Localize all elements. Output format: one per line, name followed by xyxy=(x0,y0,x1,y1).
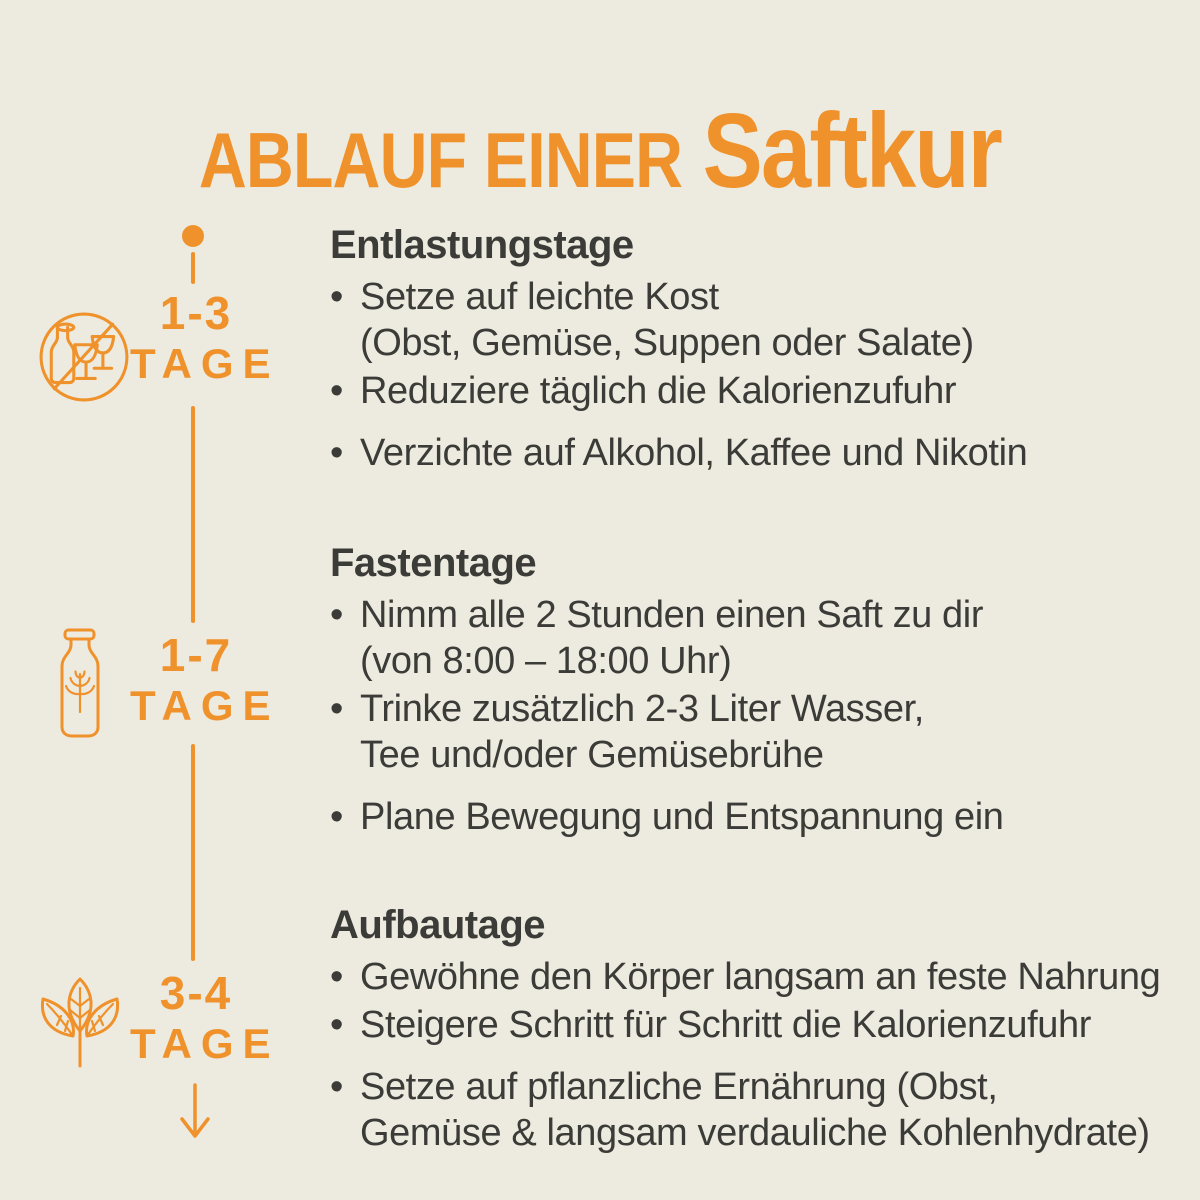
stage-duration: 1-7 xyxy=(159,629,233,681)
bullet-line: (von 8:00 – 18:00 Uhr) xyxy=(360,640,732,682)
section-aufbautage xyxy=(330,902,1170,1156)
bullet-line: Steigere Schritt für Schritt die Kalorienzufuhr xyxy=(360,1004,1091,1046)
bullet-item xyxy=(330,1064,1170,1156)
bullet-line: Trinke zusätzlich 2-3 Liter Wasser, xyxy=(360,688,924,730)
bullet-marker: • xyxy=(330,956,344,998)
section-heading: Aufbautage xyxy=(330,903,545,947)
section-heading: Fastentage xyxy=(330,541,537,585)
bullet-item xyxy=(330,274,1170,366)
bullet-item xyxy=(330,954,1170,1000)
bullet-marker: • xyxy=(330,688,344,730)
stage-duration: 3-4 xyxy=(159,967,233,1019)
bullet-line: Gewöhne den Körper langsam an feste Nahrung xyxy=(360,956,1161,998)
timeline-line-segment xyxy=(191,406,195,623)
bullet-item xyxy=(330,368,1170,414)
bullet-line: Setze auf leichte Kost xyxy=(360,276,719,318)
stage-unit: TAGE xyxy=(130,1020,280,1067)
stage-label-1 xyxy=(121,287,280,390)
stage-unit: TAGE xyxy=(130,340,280,387)
bullet-marker: • xyxy=(330,432,344,474)
bullet-marker: • xyxy=(330,1004,344,1046)
bullet-line: Nimm alle 2 Stunden einen Saft zu dir xyxy=(360,594,984,636)
stage-label-3 xyxy=(121,967,280,1070)
title-highlight: Saftkur xyxy=(702,92,1002,211)
bullet-marker: • xyxy=(330,276,344,318)
leaves-icon xyxy=(36,974,124,1072)
bullet-line: (Obst, Gemüse, Suppen oder Salate) xyxy=(360,322,974,364)
bullet-marker: • xyxy=(330,370,344,412)
timeline-start-dot xyxy=(182,225,204,247)
bullet-item xyxy=(330,686,1170,778)
no-alcohol-icon xyxy=(38,311,130,403)
bullet-marker: • xyxy=(330,796,344,838)
bullet-line: Tee und/oder Gemüsebrühe xyxy=(360,734,824,776)
title-prefix: ABLAUF EINER xyxy=(198,116,683,205)
stage-duration: 1-3 xyxy=(159,287,233,339)
timeline-arrow-icon xyxy=(177,1083,213,1145)
juice-bottle-icon xyxy=(57,628,103,738)
section-heading: Entlastungstage xyxy=(330,223,634,267)
bullet-item xyxy=(330,1002,1170,1048)
bullet-item xyxy=(330,794,1170,840)
bullet-item xyxy=(330,430,1170,476)
timeline-line-segment xyxy=(191,744,195,961)
bullet-item xyxy=(330,592,1170,684)
bullet-line: Setze auf pflanzliche Ernährung (Obst, xyxy=(360,1066,998,1108)
bullet-marker: • xyxy=(330,594,344,636)
bullet-line: Plane Bewegung und Entspannung ein xyxy=(360,796,1004,838)
bullet-line: Gemüse & langsam verdauliche Kohlenhydrate) xyxy=(360,1112,1150,1154)
stage-unit: TAGE xyxy=(130,682,280,729)
timeline-line-segment xyxy=(191,252,195,284)
section-fastentage xyxy=(330,540,1170,840)
bullet-marker: • xyxy=(330,1066,344,1108)
section-entlastungstage xyxy=(330,222,1170,476)
stage-label-2 xyxy=(121,629,280,732)
page-title xyxy=(90,93,1110,210)
bullet-line: Reduziere täglich die Kalorienzufuhr xyxy=(360,370,957,412)
bullet-line: Verzichte auf Alkohol, Kaffee und Nikotin xyxy=(360,432,1028,474)
